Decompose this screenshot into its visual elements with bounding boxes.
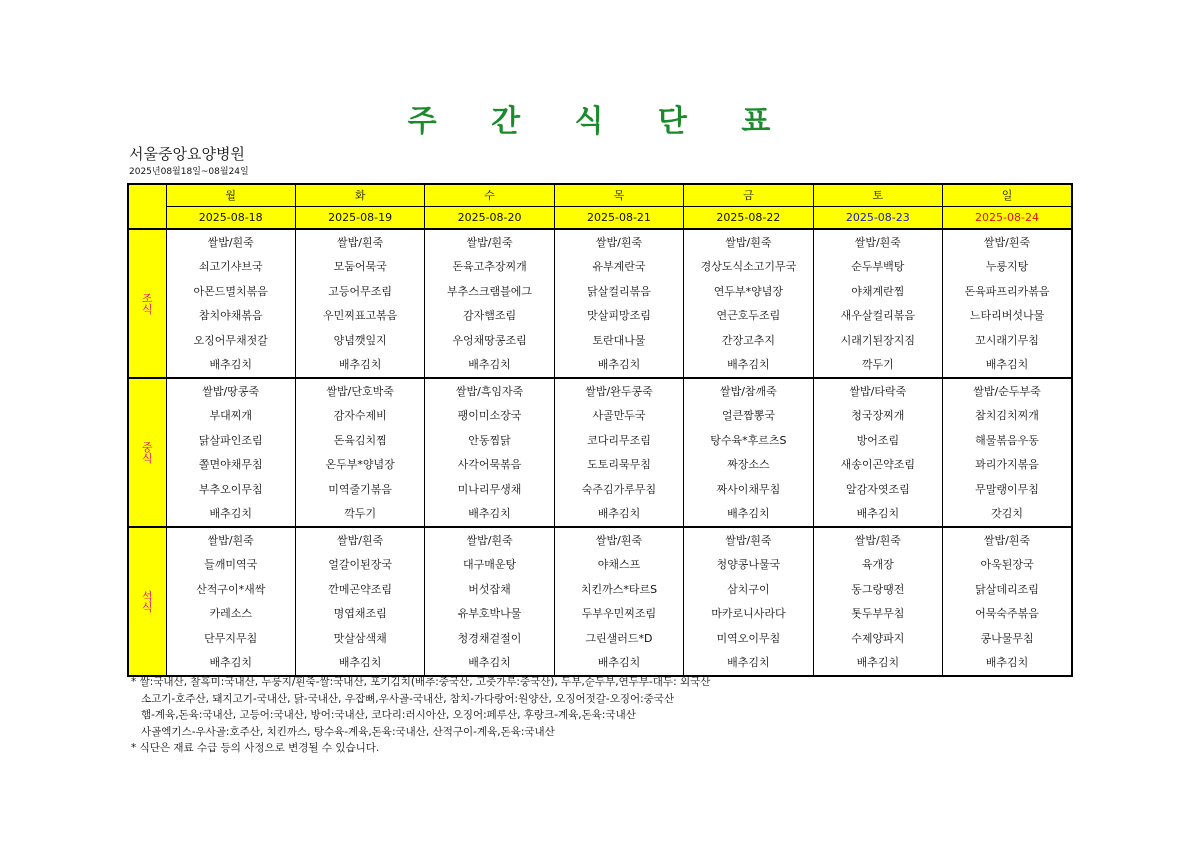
menu-item: 배추김치: [425, 502, 554, 528]
menu-item: 배추김치: [684, 353, 813, 379]
menu-item: 배추김치: [943, 651, 1072, 677]
menu-item: 쌀밥/흰죽: [166, 527, 295, 553]
menu-item: 쌀밥/흰죽: [943, 527, 1072, 553]
menu-item: 돈육파프리카볶음: [943, 279, 1072, 304]
menu-item: 부추스크램블에그: [425, 279, 554, 304]
weekday-wed: 수: [425, 184, 554, 207]
menu-item: 닭살파인조림: [166, 428, 295, 453]
menu-item: 쌀밥/흰죽: [166, 229, 295, 255]
menu-item: 얼갈이된장국: [295, 553, 424, 578]
menu-item: 배추김치: [425, 353, 554, 379]
breakfast-row: [128, 328, 1072, 353]
menu-item: 배추김치: [425, 651, 554, 677]
meal-label-char: 식: [141, 600, 153, 614]
menu-item: 연근호두조림: [684, 304, 813, 329]
menu-item: 삼치구이: [684, 577, 813, 602]
header-corner-cell: [128, 184, 166, 229]
menu-item: 산적구이*새싹: [166, 577, 295, 602]
meal-label-char: 조: [141, 291, 153, 305]
note-line: * 식단은 재료 수급 등의 사정으로 변경될 수 있습니다.: [131, 742, 380, 754]
lunch-row: [128, 502, 1072, 528]
menu-item: 배추김치: [166, 651, 295, 677]
menu-item: 들깨미역국: [166, 553, 295, 578]
date-thu: 2025-08-21: [554, 207, 683, 230]
menu-item: 갓김치: [943, 502, 1072, 528]
menu-item: 사골만두국: [554, 404, 683, 429]
note-line: 햄-계육,돈육:국내산, 고등어:국내산, 방어:국내산, 코다리:러시아산, 오징어:페루산, 후랑크-계육,돈육:국내산: [141, 709, 636, 721]
dinner-label: [128, 527, 166, 676]
menu-item: 알감자엿조림: [813, 477, 942, 502]
menu-item: 유부계란국: [554, 255, 683, 280]
menu-item: 배추김치: [684, 502, 813, 528]
breakfast-row: [128, 279, 1072, 304]
menu-item: 배추김치: [943, 353, 1072, 379]
menu-item: 어묵숙주볶음: [943, 602, 1072, 627]
origin-notes: [131, 674, 710, 757]
menu-item: 배추김치: [295, 651, 424, 677]
breakfast-label: [128, 229, 166, 378]
menu-item: 톳두부무침: [813, 602, 942, 627]
menu-item: 쌀밥/흰죽: [425, 229, 554, 255]
menu-item: 코다리무조림: [554, 428, 683, 453]
menu-item: 수제양파지: [813, 626, 942, 651]
dinner-row: [128, 602, 1072, 627]
weekday-sat: 토: [813, 184, 942, 207]
menu-item: 유부호박나물: [425, 602, 554, 627]
menu-item: 배추김치: [813, 651, 942, 677]
menu-item: 배추김치: [813, 502, 942, 528]
menu-item: 꼬시래기무침: [943, 328, 1072, 353]
menu-item: 느타리버섯나물: [943, 304, 1072, 329]
menu-item: 쌀밥/완두콩죽: [554, 378, 683, 404]
dinner-row: [128, 626, 1072, 651]
dinner-row: [128, 651, 1072, 677]
menu-item: 참치김치찌개: [943, 404, 1072, 429]
menu-item: 누룽지탕: [943, 255, 1072, 280]
meal-label-char: 식: [141, 451, 153, 465]
weekday-header-row: [128, 184, 1072, 207]
date-tue: 2025-08-19: [295, 207, 424, 230]
menu-item: 닭살데리조림: [943, 577, 1072, 602]
menu-item: 쌀밥/흰죽: [813, 527, 942, 553]
lunch-row: [128, 477, 1072, 502]
menu-item: 모둠어묵국: [295, 255, 424, 280]
dinner-row: [128, 527, 1072, 553]
menu-item: 치킨까스*타르S: [554, 577, 683, 602]
menu-item: 쌀밥/흑임자죽: [425, 378, 554, 404]
menu-item: 토란대나물: [554, 328, 683, 353]
dinner-row: [128, 577, 1072, 602]
page-title: 주 간 식 단 표: [407, 104, 793, 139]
weekly-menu-table: [127, 183, 1073, 677]
menu-item: 버섯잡채: [425, 577, 554, 602]
menu-item: 배추김치: [684, 651, 813, 677]
menu-item: 감자수제비: [295, 404, 424, 429]
menu-item: 부추오이무침: [166, 477, 295, 502]
meal-label-char: 중: [141, 440, 153, 454]
menu-item: 쌀밥/흰죽: [684, 527, 813, 553]
menu-item: 안동찜닭: [425, 428, 554, 453]
note-line: 사골엑기스-우사골:호주산, 치킨까스, 탕수육-계육,돈육:국내산, 산적구이-계육,돈육:국내산: [141, 725, 555, 738]
lunch-label: [128, 378, 166, 527]
date-fri: 2025-08-22: [684, 207, 813, 230]
menu-item: 야채스프: [554, 553, 683, 578]
menu-item: 깍두기: [295, 502, 424, 528]
menu-item: 청경채겉절이: [425, 626, 554, 651]
menu-item: 쫄면야채무침: [166, 453, 295, 478]
breakfast-row: [128, 229, 1072, 255]
date-sun: 2025-08-24: [943, 207, 1072, 230]
menu-item: 그린샐러드*D: [554, 626, 683, 651]
date-header-row: [128, 207, 1072, 230]
menu-item: 배추김치: [554, 502, 683, 528]
menu-item: 도토리묵무침: [554, 453, 683, 478]
menu-item: 쌀밥/순두부죽: [943, 378, 1072, 404]
menu-item: 배추김치: [166, 353, 295, 379]
menu-item: 숙주김가루무침: [554, 477, 683, 502]
menu-item: 배추김치: [554, 651, 683, 677]
menu-item: 짜장소스: [684, 453, 813, 478]
lunch-row: [128, 378, 1072, 404]
menu-item: 쌀밥/흰죽: [295, 229, 424, 255]
menu-item: 카레소스: [166, 602, 295, 627]
menu-item: 간장고추지: [684, 328, 813, 353]
menu-item: 맛살삼색채: [295, 626, 424, 651]
menu-item: 부대찌개: [166, 404, 295, 429]
menu-item: 깐메곤약조림: [295, 577, 424, 602]
lunch-row: [128, 453, 1072, 478]
menu-item: 쌀밥/흰죽: [684, 229, 813, 255]
meal-rows: [128, 229, 1072, 676]
date-sat: 2025-08-23: [813, 207, 942, 230]
menu-item: 돈육고추장찌개: [425, 255, 554, 280]
lunch-row: [128, 404, 1072, 429]
menu-item: 쌀밥/단호박죽: [295, 378, 424, 404]
menu-item: 쌀밥/흰죽: [813, 229, 942, 255]
breakfast-row: [128, 353, 1072, 379]
menu-item: 경상도식소고기무국: [684, 255, 813, 280]
menu-item: 짜사이채무침: [684, 477, 813, 502]
dinner-row: [128, 553, 1072, 578]
menu-item: 연두부*양념장: [684, 279, 813, 304]
weekday-mon: 월: [166, 184, 295, 207]
menu-item: 아욱된장국: [943, 553, 1072, 578]
menu-period: 2025년08월18일~08월24일: [129, 167, 249, 177]
menu-item: 콩나물무침: [943, 626, 1072, 651]
menu-item: 쇠고기샤브국: [166, 255, 295, 280]
date-wed: 2025-08-20: [425, 207, 554, 230]
menu-item: 양념깻잎지: [295, 328, 424, 353]
menu-item: 청양콩나물국: [684, 553, 813, 578]
menu-item: 고등어무조림: [295, 279, 424, 304]
menu-item: 우엉채땅콩조림: [425, 328, 554, 353]
menu-item: 두부우민찌조림: [554, 602, 683, 627]
menu-item: 팽이미소장국: [425, 404, 554, 429]
menu-item: 탕수육*후르츠S: [684, 428, 813, 453]
menu-item: 청국장찌개: [813, 404, 942, 429]
menu-item: 해물볶음우동: [943, 428, 1072, 453]
menu-item: 배추김치: [554, 353, 683, 379]
menu-item: 동그랑땡전: [813, 577, 942, 602]
menu-item: 배추김치: [295, 353, 424, 379]
menu-item: 배추김치: [166, 502, 295, 528]
breakfast-row: [128, 255, 1072, 280]
hospital-name: 서울중앙요양병원: [129, 145, 245, 163]
menu-item: 새우살컬리볶음: [813, 304, 942, 329]
menu-item: 얼큰짬뽕국: [684, 404, 813, 429]
breakfast-row: [128, 304, 1072, 329]
menu-item: 미역줄기볶음: [295, 477, 424, 502]
menu-item: 참치야채볶음: [166, 304, 295, 329]
menu-item: 미나리무생채: [425, 477, 554, 502]
menu-item: 꽈리가지볶음: [943, 453, 1072, 478]
menu-item: 새송이곤약조림: [813, 453, 942, 478]
menu-item: 사각어묵볶음: [425, 453, 554, 478]
menu-item: 단무지무침: [166, 626, 295, 651]
menu-item: 우민찌표고볶음: [295, 304, 424, 329]
menu-item: 미역오이무침: [684, 626, 813, 651]
menu-item: 시래기된장지짐: [813, 328, 942, 353]
menu-item: 깍두기: [813, 353, 942, 379]
menu-item: 육개장: [813, 553, 942, 578]
menu-item: 쌀밥/흰죽: [425, 527, 554, 553]
note-line: * 쌀:국내산, 찰흑미:국내산, 누룽지/흰죽-쌀:국내산, 포기김치(배추:중국산, 고춧가루:중국산), 두부,순두부,연두부-대두: 외국산: [131, 676, 711, 688]
menu-item: 방어조림: [813, 428, 942, 453]
meal-label-char: 석: [141, 589, 153, 603]
menu-item: 쌀밥/참깨죽: [684, 378, 813, 404]
menu-item: 아몬드멸치볶음: [166, 279, 295, 304]
menu-item: 쌀밥/흰죽: [554, 527, 683, 553]
weekday-thu: 목: [554, 184, 683, 207]
meal-label-char: 식: [141, 302, 153, 316]
menu-item: 쌀밥/땅콩죽: [166, 378, 295, 404]
menu-item: 무말랭이무침: [943, 477, 1072, 502]
menu-item: 쌀밥/흰죽: [554, 229, 683, 255]
weekday-sun: 일: [943, 184, 1072, 207]
date-mon: 2025-08-18: [166, 207, 295, 230]
weekday-fri: 금: [684, 184, 813, 207]
menu-item: 쌀밥/흰죽: [295, 527, 424, 553]
menu-item: 돈육김치찜: [295, 428, 424, 453]
menu-item: 쌀밥/흰죽: [943, 229, 1072, 255]
menu-item: 오징어무채젓갈: [166, 328, 295, 353]
menu-item: 닭살컬리볶음: [554, 279, 683, 304]
menu-item: 야채계란찜: [813, 279, 942, 304]
menu-item: 대구매운탕: [425, 553, 554, 578]
menu-item: 마카로니사라다: [684, 602, 813, 627]
menu-item: 맛살피망조림: [554, 304, 683, 329]
note-line: 소고기-호주산, 돼지고기-국내산, 닭-국내산, 우잡뼈,우사골-국내산, 참치-가다랑어:원양산, 오징어젓갈-오징어:중국산: [141, 692, 675, 705]
weekday-tue: 화: [295, 184, 424, 207]
menu-item: 감자햄조림: [425, 304, 554, 329]
menu-item: 온두부*양념장: [295, 453, 424, 478]
lunch-row: [128, 428, 1072, 453]
menu-item: 명엽채조림: [295, 602, 424, 627]
menu-item: 순두부백탕: [813, 255, 942, 280]
menu-item: 쌀밥/타락죽: [813, 378, 942, 404]
